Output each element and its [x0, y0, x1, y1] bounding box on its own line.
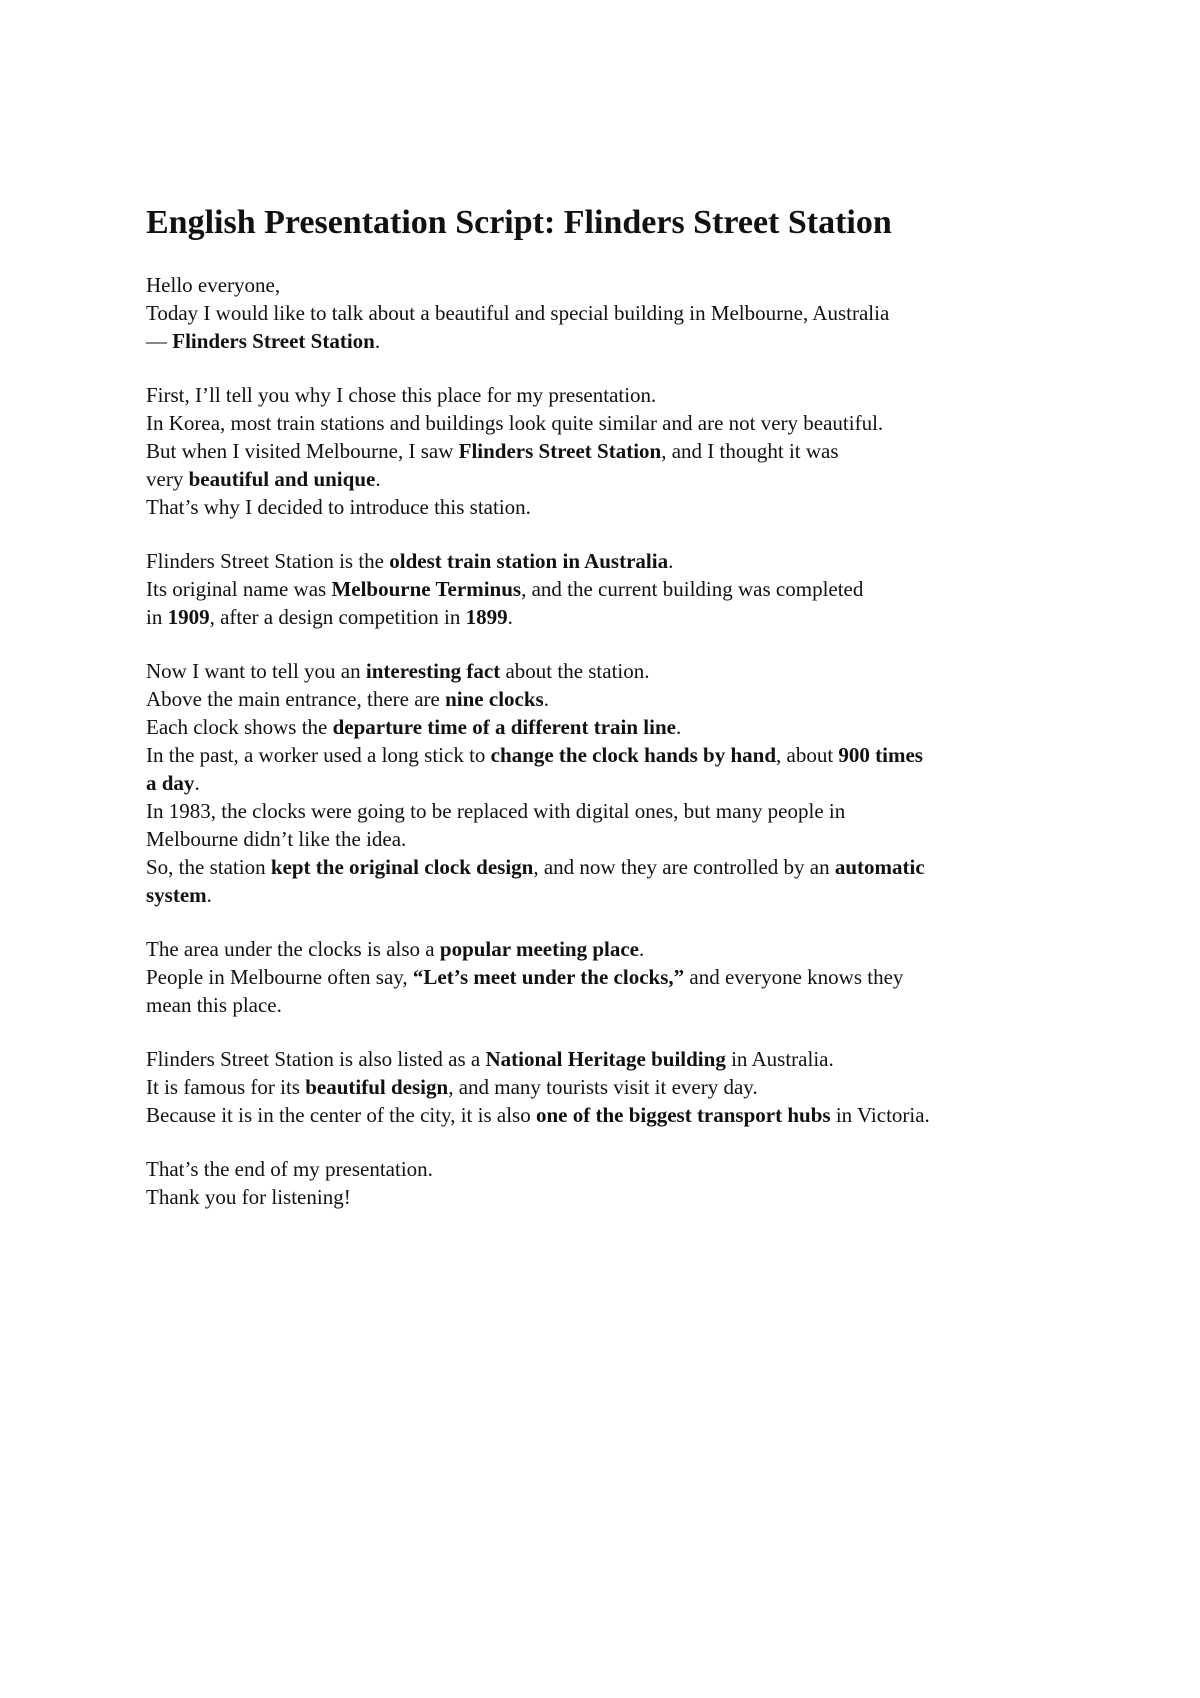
bold-text-run: 1899 [465, 605, 508, 629]
text-run: mean this place. [146, 993, 282, 1017]
bold-text-run: system [146, 883, 207, 907]
text-line [146, 1155, 1066, 1183]
text-line [146, 381, 1066, 409]
text-run: , and I thought it was [661, 439, 839, 463]
text-run: . [639, 937, 645, 961]
paragraph [146, 271, 1066, 355]
text-run: Hello everyone, [146, 273, 281, 297]
paragraph [146, 381, 1066, 521]
bold-text-run: beautiful and unique [188, 467, 376, 491]
text-run: , about [776, 743, 839, 767]
bold-text-run: beautiful design [305, 1075, 449, 1099]
text-line [146, 437, 1066, 465]
text-line [146, 991, 1066, 1019]
text-line [146, 769, 1066, 797]
text-line [146, 1045, 1066, 1073]
bold-text-run: interesting fact [365, 659, 501, 683]
text-run: Flinders Street Station is the [146, 549, 390, 573]
text-line [146, 741, 1066, 769]
text-run: , and now they are controlled by an [533, 855, 835, 879]
text-run: Melbourne didn’t like the idea. [146, 827, 407, 851]
text-line [146, 881, 1066, 909]
text-line [146, 657, 1066, 685]
text-line [146, 575, 1066, 603]
bold-text-run: nine clocks [445, 687, 544, 711]
text-run: . [375, 467, 381, 491]
text-run: In 1983, the clocks were going to be replaced with digital ones, but many people in [146, 799, 846, 823]
bold-text-run: oldest train station in Australia [389, 549, 669, 573]
text-run: So, the station [146, 855, 271, 879]
text-run: Each clock shows the [146, 715, 333, 739]
bold-text-run: one of the biggest transport hubs [535, 1103, 831, 1127]
text-run: The area under the clocks is also a [146, 937, 440, 961]
text-line [146, 547, 1066, 575]
text-run: Above the main entrance, there are [146, 687, 446, 711]
text-line [146, 963, 1066, 991]
text-run: Flinders Street Station is also listed as a [146, 1047, 486, 1071]
bold-text-run: departure time of a different train line [332, 715, 676, 739]
text-run: . [543, 687, 549, 711]
text-run: , and many tourists visit it every day. [448, 1075, 758, 1099]
text-run: . [374, 329, 381, 353]
text-line [146, 465, 1066, 493]
text-run: . [194, 771, 200, 795]
text-run: in [146, 605, 168, 629]
bold-text-run: 1909 [167, 605, 210, 629]
text-run: Its original name was [146, 577, 332, 601]
text-line [146, 603, 1066, 631]
bold-text-run: National Heritage building [485, 1047, 726, 1071]
bold-text-run: Melbourne Terminus [331, 577, 522, 601]
page-title: English Presentation Script: Flinders Street Station [146, 204, 892, 241]
text-line [146, 299, 1066, 327]
text-line [146, 1183, 1066, 1211]
text-line [146, 825, 1066, 853]
text-run: That’s the end of my presentation. [146, 1157, 433, 1181]
text-run: . [675, 715, 682, 739]
text-line [146, 935, 1066, 963]
text-run: That’s why I decided to introduce this station. [146, 495, 531, 519]
bold-text-run: popular meeting place [439, 937, 640, 961]
paragraph [146, 547, 1066, 631]
bold-text-run: a day [146, 771, 195, 795]
text-line [146, 327, 1066, 355]
paragraph [146, 1045, 1066, 1129]
document-body [146, 271, 1066, 1237]
text-run: about the station. [500, 659, 650, 683]
bold-text-run: kept the original clock design [270, 855, 534, 879]
text-run: Today I would like to talk about a beautiful and special building in Melbourne, Australia [146, 301, 890, 325]
text-line [146, 1073, 1066, 1101]
text-run: Because it is in the center of the city, it is also [146, 1103, 536, 1127]
text-run: But when I visited Melbourne, I saw [146, 439, 459, 463]
text-run: In the past, a worker used a long stick to [146, 743, 491, 767]
text-line [146, 409, 1066, 437]
bold-text-run: automatic [834, 855, 925, 879]
text-run: , after a design competition in [209, 605, 466, 629]
text-line [146, 493, 1066, 521]
text-run: First, I’ll tell you why I chose this place for my presentation. [146, 383, 657, 407]
paragraph [146, 935, 1066, 1019]
text-run: in Victoria. [830, 1103, 930, 1127]
text-run: in Australia. [725, 1047, 834, 1071]
paragraph [146, 657, 1066, 909]
text-line [146, 685, 1066, 713]
text-line [146, 1101, 1066, 1129]
text-line [146, 713, 1066, 741]
text-line [146, 853, 1066, 881]
text-run: In Korea, most train stations and buildings look quite similar and are not very beautiful. [146, 411, 884, 435]
text-run: People in Melbourne often say, [146, 965, 413, 989]
text-run: and everyone knows they [684, 965, 904, 989]
text-run: Thank you for listening! [146, 1185, 351, 1209]
text-line [146, 271, 1066, 299]
text-run: It is famous for its [146, 1075, 306, 1099]
bold-text-run: change the clock hands by hand [490, 743, 776, 767]
text-run: . [206, 883, 212, 907]
text-run: very [146, 467, 189, 491]
text-line [146, 797, 1066, 825]
bold-text-run: Flinders Street Station [172, 329, 375, 353]
text-run: — [146, 329, 173, 353]
bold-text-run: 900 times [838, 743, 923, 767]
text-run: Now I want to tell you an [146, 659, 366, 683]
paragraph [146, 1155, 1066, 1211]
text-run: , and the current building was completed [521, 577, 864, 601]
text-run: . [668, 549, 674, 573]
bold-text-run: Flinders Street Station [458, 439, 662, 463]
bold-text-run: “Let’s meet under the clocks,” [412, 965, 685, 989]
text-run: . [507, 605, 513, 629]
